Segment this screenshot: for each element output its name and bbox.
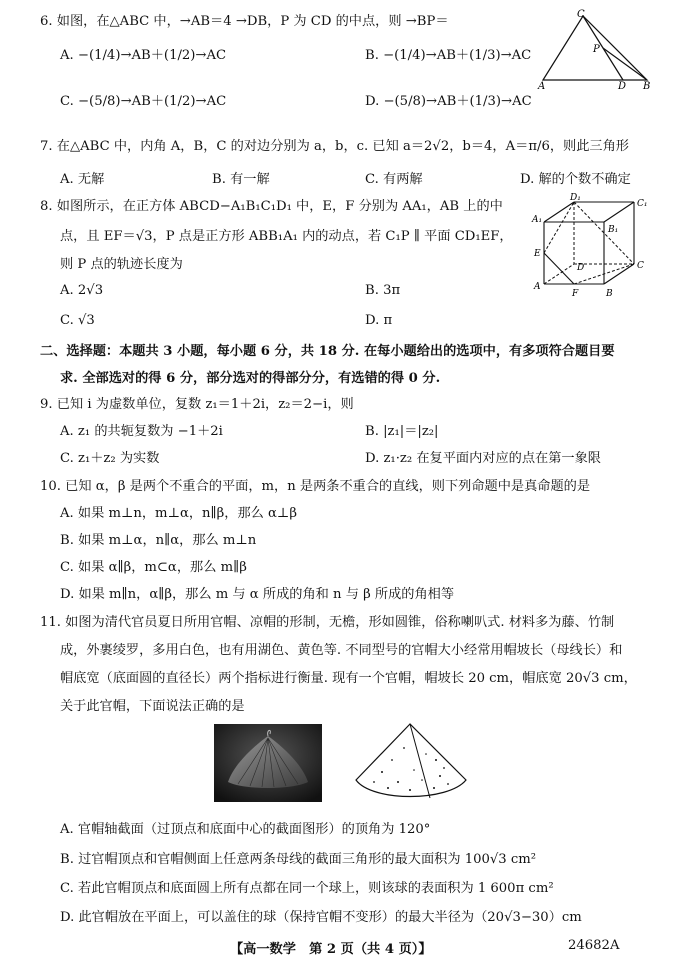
q10-option-d: D. 如果 m∥n，α∥β，那么 m 与 α 所成的角和 n 与 β 所成的角相等	[60, 587, 455, 602]
label-c: C	[637, 261, 644, 271]
label-b: B	[606, 289, 613, 299]
q10-option-c: C. 如果 α∥β，m⊂α，那么 m∥β	[60, 560, 247, 575]
segment-bp	[603, 48, 647, 80]
q9-option-b: B. |z₁|＝|z₂|	[365, 424, 439, 439]
q7-option-d: D. 解的个数不确定	[520, 172, 631, 187]
label-d1: D₁	[570, 193, 581, 203]
label-b: B	[643, 81, 651, 90]
q8-option-a: A. 2√3	[60, 283, 104, 298]
q11-line1: 11. 如图为清代官员夏日所用官帽、凉帽的形制，无檐，形如圆锥，俗称喇叭式. 材料多为藤、竹制	[40, 615, 615, 630]
label-c: C	[577, 9, 585, 20]
q7-stem: 7. 在△ABC 中，内角 A，B，C 的对边分别为 a，b，c. 已知 a＝2√2，b＝4，A＝π/6，则此三角形	[40, 139, 629, 154]
q8-option-d: D. π	[365, 313, 393, 328]
q6-option-c: C. −(5/8)→AB＋(1/2)→AC	[60, 94, 227, 109]
q9-option-d: D. z₁·z₂ 在复平面内对应的点在第一象限	[365, 451, 601, 466]
q8-cube-figure	[530, 192, 655, 302]
label-d: D	[577, 263, 585, 273]
q8-option-c: C. √3	[60, 313, 95, 328]
q11-option-b: B. 过官帽顶点和官帽侧面上任意两条母线的截面三角形的最大面积为 100√3 cm²	[60, 852, 537, 867]
label-d: D	[618, 81, 627, 90]
q6-stem: 6. 如图，在△ABC 中，→AB＝4 →DB，P 为 CD 的中点，则 →BP＝	[40, 14, 449, 29]
label-e: E	[534, 249, 541, 259]
q11-option-a: A. 官帽轴截面（过顶点和底面中心的截面图形）的顶角为 120°	[60, 822, 431, 837]
footer-page-info: 【高一数学 第 2 页（共 4 页）】	[230, 942, 432, 957]
q7-option-c: C. 有两解	[365, 172, 423, 187]
hat-sketch	[352, 720, 470, 806]
q8-option-b: B. 3π	[365, 283, 401, 298]
label-a1: A₁	[532, 215, 543, 225]
q11-option-c: C. 若此官帽顶点和底面圆上所有点都在同一个球上，则该球的表面积为 1 600π cm²	[60, 881, 554, 896]
q11-line2: 成，外裹绫罗，多用白色，也有用湖色、黄色等. 不同型号的官帽大小经常用帽坡长（母线长）和	[60, 643, 623, 658]
q8-line2: 点，且 EF＝√3，P 点是正方形 ABB₁A₁ 内的动点，若 C₁P ∥ 平面 CD₁EF，	[60, 229, 513, 244]
label-a: A	[534, 282, 541, 292]
q6-option-d: D. −(5/8)→AB＋(1/3)→AC	[365, 94, 532, 109]
label-b1: B₁	[608, 225, 619, 235]
section2-line1: 二、选择题：本题共 3 小题，每小题 6 分，共 18 分. 在每小题给出的选项中，有多项符合题目要	[40, 344, 615, 359]
q10-option-b: B. 如果 m⊥α，n∥α，那么 m⊥n	[60, 533, 257, 548]
q11-option-d: D. 此官帽放在平面上，可以盖住的球（保持官帽不变形）的最大半径为（20√3−30）cm	[60, 910, 582, 925]
q11-line3: 帽底宽（底面圆的直径长）两个指标进行衡量. 现有一个官帽，帽坡长 20 cm，帽底宽 20√3 cm，	[60, 671, 637, 686]
q11-line4: 关于此官帽，下面说法正确的是	[60, 699, 245, 714]
label-c1: C₁	[637, 199, 648, 209]
q6-triangle-figure	[535, 8, 655, 90]
hat-photo	[214, 724, 322, 802]
label-a: A	[538, 81, 546, 90]
q8-line3: 则 P 点的轨迹长度为	[60, 257, 183, 272]
q6-option-b: B. −(1/4)→AB＋(1/3)→AC	[365, 48, 532, 63]
q9-option-c: C. z₁＋z₂ 为实数	[60, 451, 160, 466]
q9-option-a: A. z₁ 的共轭复数为 −1＋2i	[60, 424, 223, 439]
q7-option-a: A. 无解	[60, 172, 105, 187]
q7-option-b: B. 有一解	[212, 172, 270, 187]
q10-option-a: A. 如果 m⊥n，m⊥α，n∥β，那么 α⊥β	[60, 506, 297, 521]
footer-code: 24682A	[568, 938, 620, 953]
label-p: P	[593, 44, 600, 55]
label-f: F	[572, 289, 579, 299]
q6-option-a: A. −(1/4)→AB＋(1/2)→AC	[60, 48, 227, 63]
q8-line1: 8. 如图所示，在正方体 ABCD−A₁B₁C₁D₁ 中，E，F 分别为 AA₁，AB 上的中	[40, 199, 503, 214]
q10-stem: 10. 已知 α，β 是两个不重合的平面，m，n 是两条不重合的直线，则下列命题中是真命题的是	[40, 479, 591, 494]
q9-stem: 9. 已知 i 为虚数单位，复数 z₁＝1＋2i，z₂＝2−i，则	[40, 397, 354, 412]
section2-line2: 求. 全部选对的得 6 分，部分选对的得部分分，有选错的得 0 分.	[60, 371, 441, 386]
